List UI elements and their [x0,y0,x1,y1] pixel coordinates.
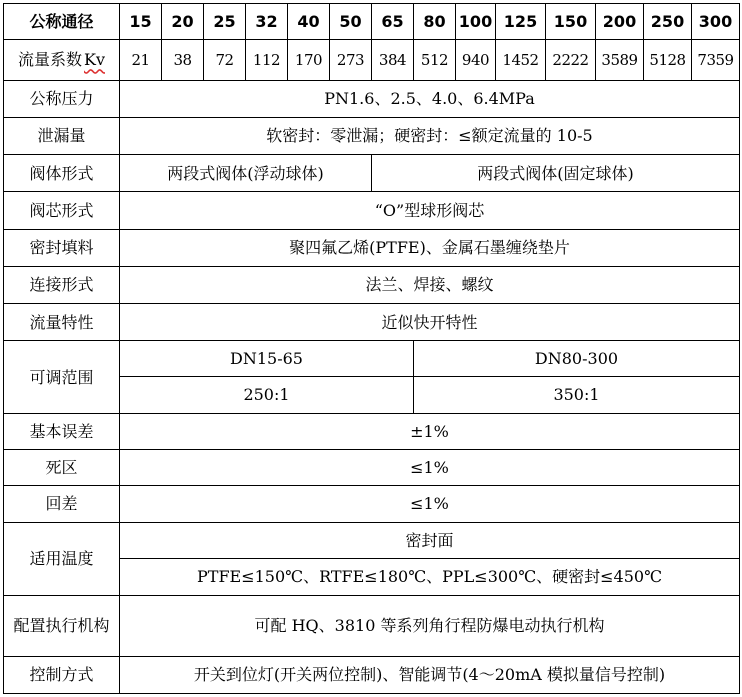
kv-cell: 72 [204,40,246,80]
leakage-value: 软密封：零泄漏；硬密封：≤额定流量的 10-5 [120,117,740,154]
size-cell: 50 [330,4,372,40]
body-type-right: 两段式阀体(固定球体) [372,155,740,192]
kv-label [4,40,120,80]
actuator-row [4,596,740,656]
size-cell: 100 [456,4,496,40]
core-type-value: “O”型球形阀芯 [120,192,740,229]
leakage-row [4,117,740,154]
kv-cell: 3589 [596,40,644,80]
header-label: 公称通径 [4,4,120,40]
seal-value: 聚四氟乙烯(PTFE)、金属石墨缠绕垫片 [120,229,740,266]
flow-char-label: 流量特性 [4,304,120,341]
connection-value: 法兰、焊接、螺纹 [120,266,740,303]
deadband-value: ≤1% [120,450,740,486]
range-row-head [4,341,740,376]
size-cell: 125 [496,4,546,40]
header-row [4,4,740,40]
temperature-label: 适用温度 [4,522,120,596]
pressure-value: PN1.6、2.5、4.0、6.4MPa [120,80,740,117]
range-left-head: DN15-65 [120,341,414,376]
body-type-left: 两段式阀体(浮动球体) [120,155,372,192]
seal-row [4,229,740,266]
size-cell: 150 [546,4,596,40]
body-type-label: 阀体形式 [4,155,120,192]
range-right-value: 350:1 [414,376,740,413]
kv-cell: 940 [456,40,496,80]
range-right-head: DN80-300 [414,341,740,376]
flow-char-value: 近似快开特性 [120,304,740,341]
temperature-sub-head: 密封面 [120,522,740,558]
actuator-value: 可配 HQ、3810 等系列角行程防爆电动执行机构 [120,596,740,656]
control-label: 控制方式 [4,656,120,693]
kv-cell: 512 [414,40,456,80]
kv-label-suffix: Kv [84,50,105,70]
connection-row [4,266,740,303]
size-cell: 15 [120,4,162,40]
error-label: 基本误差 [4,413,120,449]
kv-cell: 38 [162,40,204,80]
kv-cell: 170 [288,40,330,80]
error-value: ±1% [120,413,740,449]
size-cell: 300 [692,4,740,40]
flow-char-row [4,304,740,341]
kv-cell: 1452 [496,40,546,80]
size-cell: 200 [596,4,644,40]
size-cell: 20 [162,4,204,40]
pressure-label: 公称压力 [4,80,120,117]
size-cell: 25 [204,4,246,40]
temperature-value: PTFE≤150℃、RTFE≤180℃、PPL≤300℃、硬密封≤450℃ [120,558,740,595]
actuator-label: 配置执行机构 [4,596,120,656]
kv-cell: 384 [372,40,414,80]
hysteresis-value: ≤1% [120,486,740,522]
spec-table [3,3,740,694]
range-left-value: 250:1 [120,376,414,413]
hysteresis-label: 回差 [4,486,120,522]
control-value: 开关到位灯(开关两位控制)、智能调节(4～20mA 模拟量信号控制) [120,656,740,693]
deadband-row [4,450,740,486]
kv-cell: 112 [246,40,288,80]
kv-cell: 5128 [644,40,692,80]
kv-row [4,40,740,80]
size-cell: 80 [414,4,456,40]
kv-label-main: 流量系数 [17,50,82,70]
deadband-label: 死区 [4,450,120,486]
error-row [4,413,740,449]
range-label: 可调范围 [4,341,120,414]
kv-cell: 21 [120,40,162,80]
connection-label: 连接形式 [4,266,120,303]
kv-cell: 2222 [546,40,596,80]
hysteresis-row [4,486,740,522]
core-type-row [4,192,740,229]
size-cell: 40 [288,4,330,40]
size-cell: 32 [246,4,288,40]
kv-cell: 273 [330,40,372,80]
size-cell: 250 [644,4,692,40]
leakage-label: 泄漏量 [4,117,120,154]
kv-cell: 7359 [692,40,740,80]
control-row [4,656,740,693]
temperature-row-head [4,522,740,558]
size-cell: 65 [372,4,414,40]
body-type-row [4,155,740,192]
core-type-label: 阀芯形式 [4,192,120,229]
seal-label: 密封填料 [4,229,120,266]
pressure-row [4,80,740,117]
